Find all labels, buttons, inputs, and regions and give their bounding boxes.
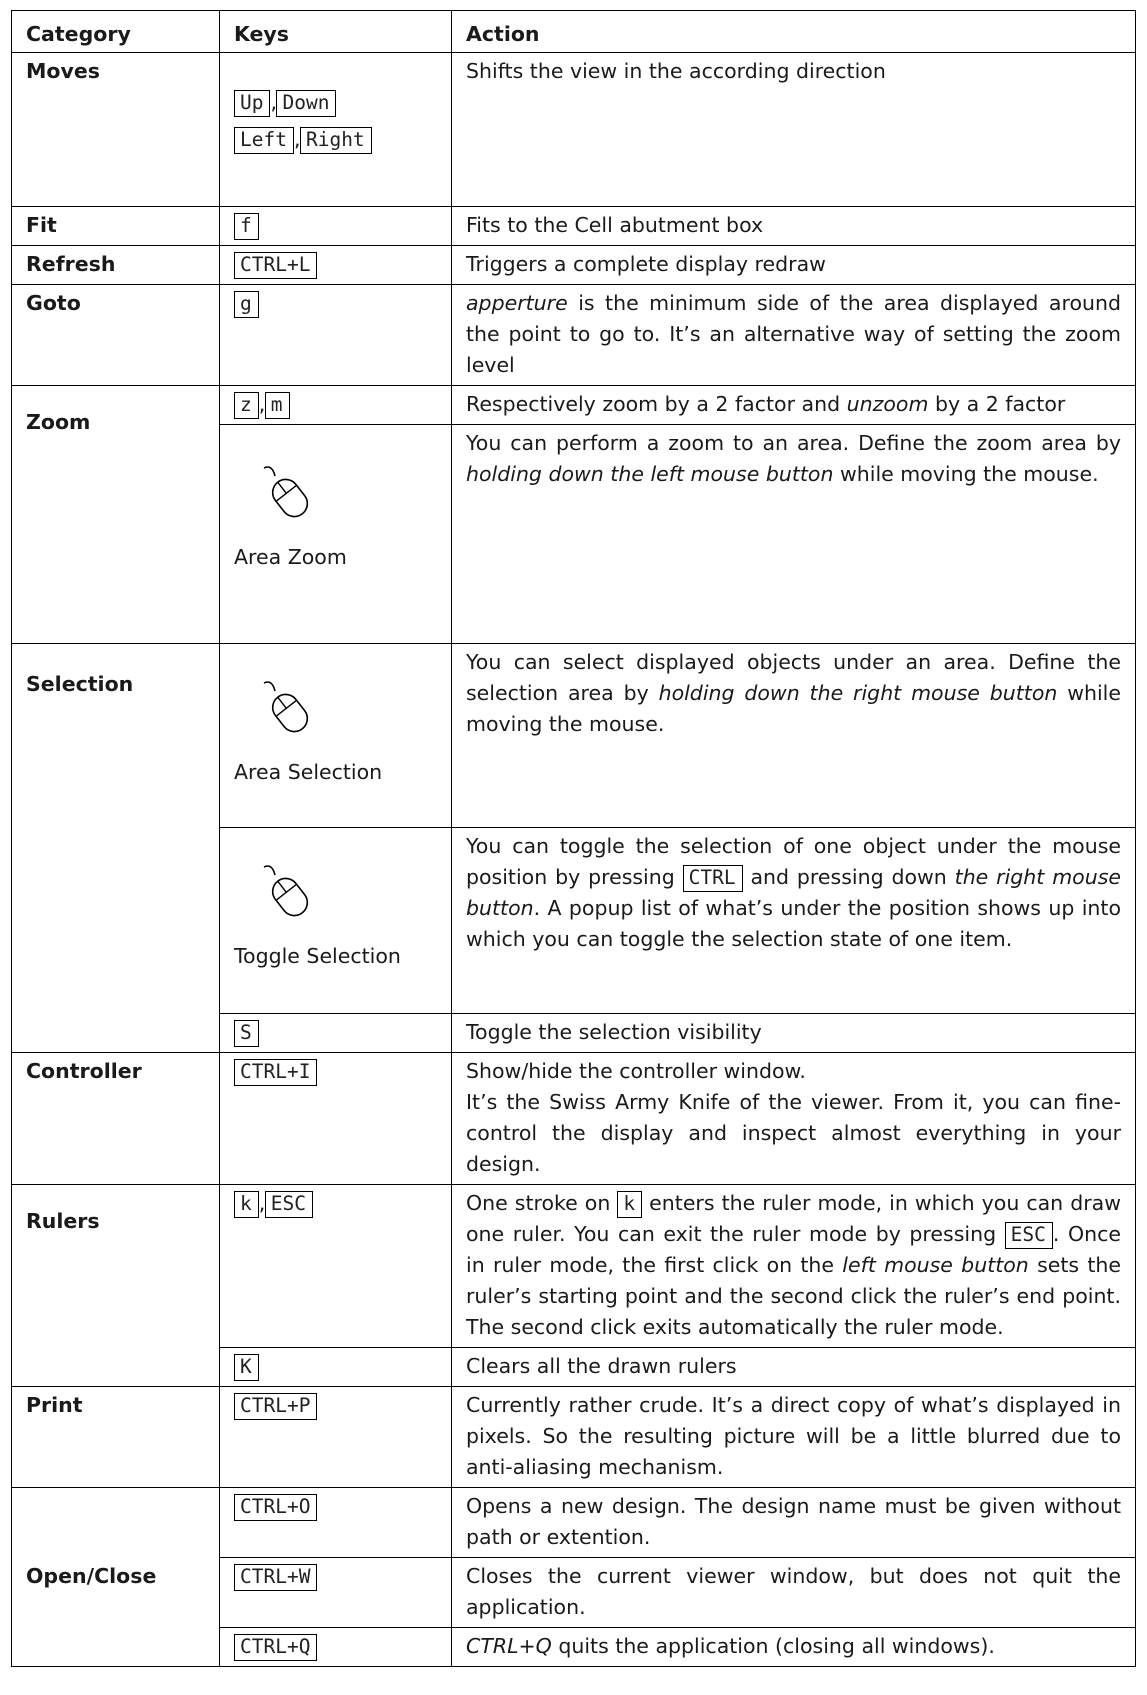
action-area-selection bbox=[452, 644, 1136, 828]
action-quit bbox=[452, 1628, 1136, 1667]
category-selection-label: Selection bbox=[26, 672, 134, 696]
action-zoom-keys bbox=[452, 386, 1136, 425]
action-fit: Fits to the Cell abutment box bbox=[452, 207, 1136, 246]
area-sel-text-b: while moving the mouse. bbox=[466, 681, 1121, 736]
rulers-text-2: enters the ruler mode, in which you can draw one ruler. You can exit the ruler mode by pressing bbox=[466, 1191, 1121, 1246]
toggle-text-b: and pressing down bbox=[742, 865, 955, 889]
keys-refresh bbox=[220, 246, 452, 285]
header-keys: Keys bbox=[220, 11, 452, 53]
action-rulers-clear: Clears all the drawn rulers bbox=[452, 1348, 1136, 1387]
category-print: Print bbox=[12, 1387, 220, 1488]
action-selection-visibility: Toggle the selection visibility bbox=[452, 1014, 1136, 1053]
keys-quit bbox=[220, 1628, 452, 1667]
area-sel-text-a: You can select displayed objects under an area. Define the selection area by bbox=[466, 650, 1121, 705]
goto-text: is the minimum side of the area displayed around the point to go to. It’s an alternative way of setting the zoom level bbox=[466, 291, 1121, 377]
goto-emphasis: apperture bbox=[466, 291, 568, 315]
keys-moves: Up , Down Left , Right bbox=[220, 53, 452, 207]
keys-toggle-selection bbox=[220, 828, 452, 1014]
header-category: Category bbox=[12, 11, 220, 53]
action-controller bbox=[452, 1053, 1136, 1185]
row-selection-area bbox=[12, 644, 1136, 828]
key-right: Right bbox=[300, 127, 372, 154]
row-zoom-keys bbox=[12, 386, 1136, 425]
key-up: Up bbox=[234, 90, 270, 117]
key-ctrl-i: CTRL+I bbox=[234, 1059, 317, 1086]
header-action: Action bbox=[452, 11, 1136, 53]
key-ctrl-p: CTRL+P bbox=[234, 1393, 317, 1420]
zoom-emphasis: unzoom bbox=[846, 392, 929, 416]
key-ctrl-w: CTRL+W bbox=[234, 1564, 317, 1591]
area-zoom-text-a: You can perform a zoom to an area. Define the zoom area by bbox=[466, 431, 1121, 455]
inline-key-esc: ESC bbox=[1005, 1222, 1053, 1249]
quit-text: quits the application (closing all windows). bbox=[551, 1634, 995, 1658]
action-goto bbox=[452, 285, 1136, 386]
zoom-text-b: by a 2 factor bbox=[928, 392, 1066, 416]
key-down: Down bbox=[276, 90, 336, 117]
action-area-zoom bbox=[452, 425, 1136, 644]
key-ctrl-o: CTRL+O bbox=[234, 1494, 317, 1521]
key-z: z bbox=[234, 392, 259, 419]
category-rulers-label: Rulers bbox=[26, 1209, 100, 1233]
toggle-text-c: . A popup list of what’s under the position shows up into which you can toggle the selection state of one item. bbox=[466, 896, 1121, 951]
key-f: f bbox=[234, 213, 259, 240]
quit-emphasis: CTRL+Q bbox=[466, 1634, 552, 1658]
category-selection bbox=[12, 644, 220, 1053]
action-open: Opens a new design. The design name must be given without path or extention. bbox=[452, 1488, 1136, 1558]
category-moves: Moves bbox=[12, 53, 220, 207]
action-moves: Shifts the view in the according direction bbox=[452, 53, 1136, 207]
rulers-emphasis: left mouse button bbox=[842, 1253, 1029, 1277]
zoom-text-a: Respectively zoom by a 2 factor and bbox=[466, 392, 847, 416]
keys-area-selection bbox=[220, 644, 452, 828]
key-ctrl-q: CTRL+Q bbox=[234, 1634, 317, 1661]
row-rulers bbox=[12, 1185, 1136, 1348]
inline-key-k: k bbox=[617, 1191, 642, 1218]
category-openclose: Open/Close bbox=[12, 1488, 220, 1667]
mouse-icon bbox=[262, 679, 312, 737]
keys-open bbox=[220, 1488, 452, 1558]
key-shift-k: K bbox=[234, 1354, 259, 1381]
row-print bbox=[12, 1387, 1136, 1488]
keys-zoom: z , m bbox=[220, 386, 452, 425]
category-goto: Goto bbox=[12, 285, 220, 386]
controller-text-line2: It’s the Swiss Army Knife of the viewer. From it, you can fine-control the display and inspect almost everything in your design. bbox=[466, 1090, 1121, 1176]
category-zoom bbox=[12, 386, 220, 644]
row-refresh bbox=[12, 246, 1136, 285]
rulers-text-4: sets the ruler’s starting point and the second click the ruler’s end point. The second click exits automatically the ruler mode. bbox=[466, 1253, 1121, 1339]
category-fit: Fit bbox=[12, 207, 220, 246]
keys-controller bbox=[220, 1053, 452, 1185]
area-selection-label: Area Selection bbox=[234, 760, 383, 784]
keybindings-table bbox=[11, 10, 1136, 1667]
rulers-text-3: . Once in ruler mode, the first click on the bbox=[466, 1222, 1121, 1277]
area-zoom-emphasis: holding down the left mouse button bbox=[466, 462, 834, 486]
toggle-selection-label: Toggle Selection bbox=[234, 944, 401, 968]
category-refresh: Refresh bbox=[12, 246, 220, 285]
area-zoom-text-b: while moving the mouse. bbox=[833, 462, 1099, 486]
key-s: S bbox=[234, 1020, 259, 1047]
category-zoom-label: Zoom bbox=[26, 410, 91, 434]
keys-rulers-clear bbox=[220, 1348, 452, 1387]
keys-fit bbox=[220, 207, 452, 246]
key-left: Left bbox=[234, 127, 294, 154]
key-m: m bbox=[265, 392, 290, 419]
toggle-emphasis: the right mouse button bbox=[466, 865, 1122, 920]
action-toggle-selection bbox=[452, 828, 1136, 1014]
toggle-text-a: You can toggle the selection of one object under the mouse position by pressing bbox=[466, 834, 1121, 889]
row-fit bbox=[12, 207, 1136, 246]
category-rulers bbox=[12, 1185, 220, 1387]
area-sel-emphasis: holding down the right mouse button bbox=[658, 681, 1058, 705]
action-rulers bbox=[452, 1185, 1136, 1348]
row-open bbox=[12, 1488, 1136, 1558]
keys-selection-visibility bbox=[220, 1014, 452, 1053]
action-refresh: Triggers a complete display redraw bbox=[452, 246, 1136, 285]
keys-close bbox=[220, 1558, 452, 1628]
row-controller bbox=[12, 1053, 1136, 1185]
category-controller: Controller bbox=[12, 1053, 220, 1185]
mouse-icon bbox=[262, 863, 312, 921]
keys-rulers: k , ESC bbox=[220, 1185, 452, 1348]
action-close: Closes the current viewer window, but does not quit the application. bbox=[452, 1558, 1136, 1628]
key-ctrl: CTRL bbox=[683, 865, 743, 892]
key-k: k bbox=[234, 1191, 259, 1218]
action-print: Currently rather crude. It’s a direct copy of what’s displayed in pixels. So the resulting picture will be a little blurred due to anti-aliasing mechanism. bbox=[452, 1387, 1136, 1488]
keys-goto bbox=[220, 285, 452, 386]
rulers-text-1: One stroke on bbox=[466, 1191, 618, 1215]
keys-area-zoom bbox=[220, 425, 452, 644]
row-moves bbox=[12, 53, 1136, 207]
area-zoom-label: Area Zoom bbox=[234, 545, 347, 569]
controller-text-line1: Show/hide the controller window. bbox=[466, 1059, 806, 1083]
key-ctrl-l: CTRL+L bbox=[234, 252, 317, 279]
keys-print bbox=[220, 1387, 452, 1488]
row-goto bbox=[12, 285, 1136, 386]
key-esc: ESC bbox=[265, 1191, 313, 1218]
mouse-icon bbox=[262, 464, 312, 522]
key-g: g bbox=[234, 291, 259, 318]
header-row bbox=[12, 11, 1136, 53]
